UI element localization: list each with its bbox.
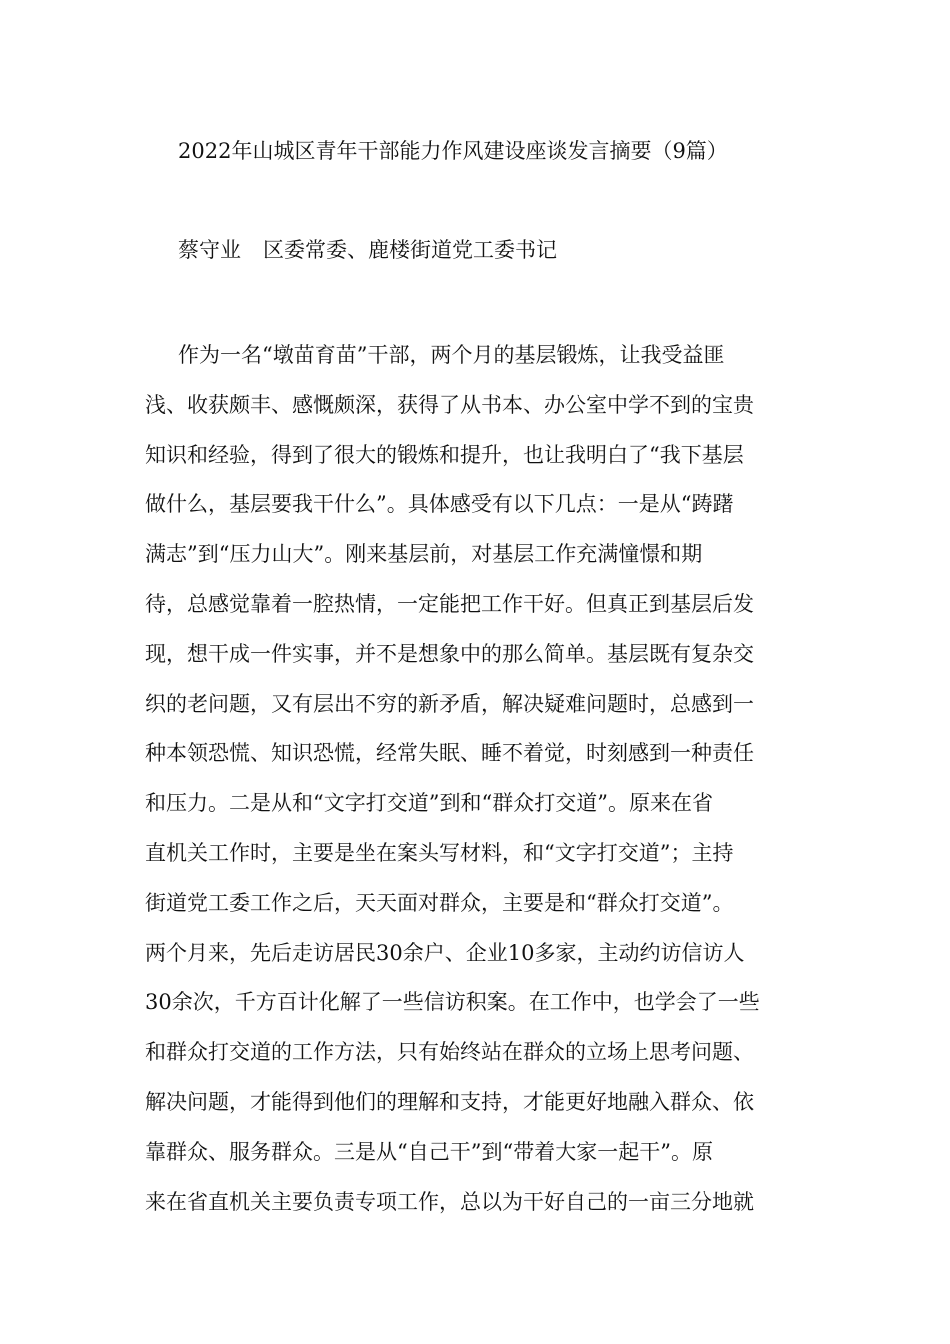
- body-line: 直机关工作时，主要是坐在案头写材料，和“文字打交道”；主持: [145, 840, 734, 865]
- body-line: 织的老问题，又有层出不穷的新矛盾，解决疑难问题时，总感到一: [145, 691, 754, 716]
- body-paragraph: [145, 331, 815, 1227]
- body-line: 解决问题，才能得到他们的理解和支持，才能更好地融入群众、依: [145, 1089, 754, 1114]
- body-line: 两个月来，先后走访居民30余户、企业10多家，主动约访信访人: [145, 940, 745, 965]
- author-name: 蔡守业: [178, 238, 241, 262]
- document-title: 2022年山城区青年干部能力作风建设座谈发言摘要（9篇）: [178, 139, 728, 163]
- body-line: 满志”到“压力山大”。刚来基层前，对基层工作充满憧憬和期: [145, 542, 703, 567]
- body-line: 靠群众、服务群众。三是从“自己干”到“带着大家一起干”。原: [145, 1139, 713, 1164]
- body-line: 作为一名“墩苗育苗”干部，两个月的基层锻炼，让我受益匪: [178, 343, 725, 367]
- body-line: 知识和经验，得到了很大的锻炼和提升，也让我明白了“我下基层: [145, 442, 744, 467]
- body-line: 来在省直机关主要负责专项工作，总以为干好自己的一亩三分地就: [145, 1189, 754, 1214]
- body-line: 和群众打交道的工作方法，只有始终站在群众的立场上思考问题、: [145, 1040, 754, 1065]
- body-line: 现，想干成一件实事，并不是想象中的那么简单。基层既有复杂交: [145, 641, 754, 666]
- body-line: 街道党工委工作之后，天天面对群众，主要是和“群众打交道”。: [145, 890, 734, 915]
- body-line: 和压力。二是从和“文字打交道”到和“群众打交道”。原来在省: [145, 791, 713, 816]
- body-line: 做什么，基层要我干什么”。具体感受有以下几点：一是从“踌躇: [145, 492, 734, 517]
- body-line: 待，总感觉靠着一腔热情，一定能把工作干好。但真正到基层后发: [145, 591, 754, 616]
- author-position: 区委常委、鹿楼街道党工委书记: [263, 238, 557, 262]
- body-line: 种本领恐慌、知识恐慌，经常失眠、睡不着觉，时刻感到一种责任: [145, 741, 754, 766]
- body-line: 浅、收获颇丰、感慨颇深，获得了从书本、办公室中学不到的宝贵: [145, 392, 754, 417]
- author-line: [178, 235, 557, 265]
- body-line: 30余次，千方百计化解了一些信访积案。在工作中，也学会了一些: [145, 990, 760, 1015]
